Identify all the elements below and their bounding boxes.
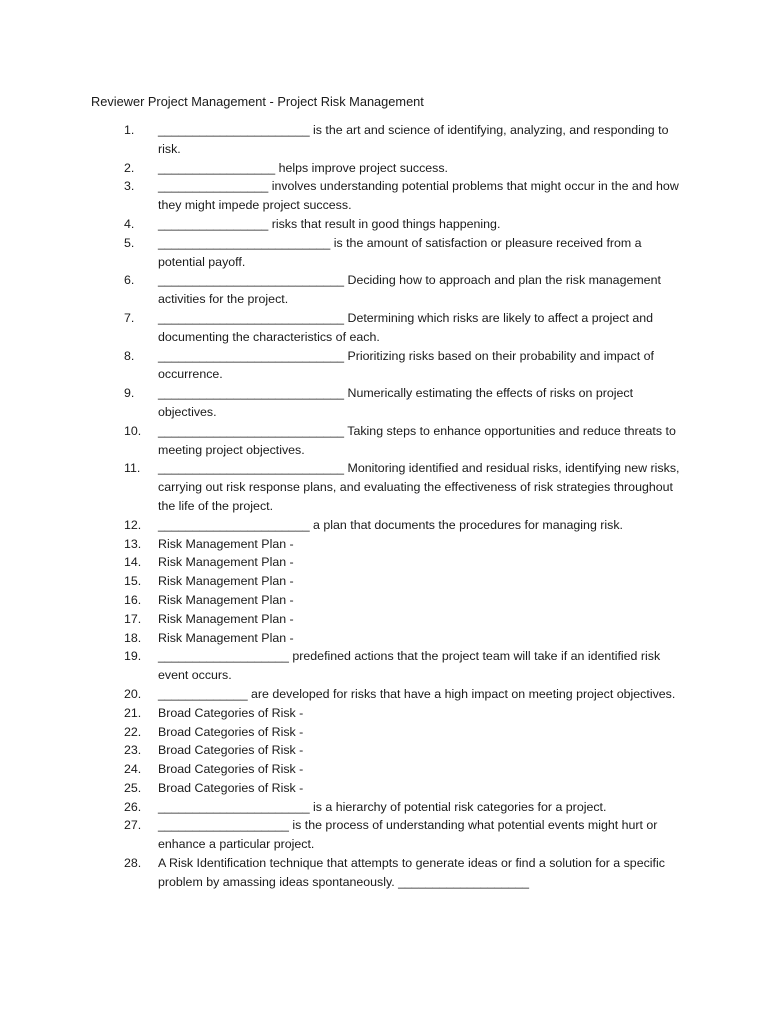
item-text: Risk Management Plan - bbox=[158, 536, 294, 551]
item-number: 28. bbox=[124, 856, 142, 871]
item-number: 1. bbox=[124, 123, 135, 137]
item-text: Risk Management Plan - bbox=[158, 630, 294, 645]
item-number: 18. bbox=[124, 630, 142, 645]
item-text: ______________________ is a hierarchy of potential risk categories for a project. bbox=[158, 799, 607, 814]
list-item bbox=[124, 553, 680, 572]
list-item bbox=[124, 685, 680, 704]
list-item bbox=[124, 854, 680, 892]
item-text: _________________________ is the amount of satisfaction or pleasure received from a potential payoff. bbox=[158, 235, 642, 269]
item-number: 16. bbox=[124, 592, 142, 607]
item-number: 8. bbox=[124, 348, 135, 363]
item-number: 17. bbox=[124, 611, 142, 626]
list-item bbox=[124, 591, 680, 610]
item-number: 22. bbox=[124, 724, 142, 739]
list-item bbox=[124, 215, 680, 234]
list-item bbox=[124, 121, 680, 159]
item-number: 6. bbox=[124, 273, 135, 288]
item-number: 3. bbox=[124, 179, 135, 194]
item-number: 11. bbox=[124, 461, 141, 476]
document-title: Reviewer Project Management - Project Risk Management bbox=[91, 94, 424, 109]
item-text: ______________________ is the art and science of identifying, analyzing, and responding to risk. bbox=[158, 123, 669, 156]
item-number: 5. bbox=[124, 235, 135, 250]
item-text: ___________________________ Numerically estimating the effects of risks on project objectives. bbox=[158, 386, 634, 419]
list-item bbox=[124, 798, 680, 817]
list-item bbox=[124, 629, 680, 648]
list-item bbox=[124, 741, 680, 760]
item-text: _____________ are developed for risks that have a high impact on meeting project objectives. bbox=[158, 686, 676, 701]
list-item bbox=[124, 647, 680, 685]
item-text: Broad Categories of Risk - bbox=[158, 705, 304, 720]
list-item bbox=[124, 347, 680, 385]
item-number: 2. bbox=[124, 160, 135, 175]
item-text: _________________ helps improve project success. bbox=[158, 160, 449, 175]
item-text: ________________ involves understanding potential problems that might occur in the and how they might impede project success. bbox=[158, 179, 679, 213]
item-text: ______________________ a plan that documents the procedures for managing risk. bbox=[158, 517, 623, 532]
item-number: 25. bbox=[124, 780, 142, 795]
list-item bbox=[124, 177, 680, 215]
item-text: ___________________________ Monitoring identified and residual risks, identifying new risks, carrying out risk response plans, and evaluating the effectiveness of risk strategies throughout the life of the project. bbox=[158, 461, 680, 513]
item-number: 9. bbox=[124, 386, 135, 401]
item-text: Risk Management Plan - bbox=[158, 555, 294, 570]
list-item bbox=[124, 704, 680, 723]
item-number: 12. bbox=[124, 517, 142, 532]
item-text: A Risk Identification technique that attempts to generate ideas or find a solution for a specific problem by amassing ideas spontaneously. ___________________ bbox=[158, 856, 665, 889]
question-list bbox=[124, 121, 680, 892]
list-item bbox=[124, 271, 680, 309]
item-text: ___________________ predefined actions that the project team will take if an identified risk event occurs. bbox=[158, 649, 661, 683]
item-number: 27. bbox=[124, 818, 142, 833]
item-number: 20. bbox=[124, 686, 142, 701]
item-text: Broad Categories of Risk - bbox=[158, 780, 304, 795]
item-text: Risk Management Plan - bbox=[158, 592, 294, 607]
item-text: Broad Categories of Risk - bbox=[158, 724, 304, 739]
list-item bbox=[124, 384, 680, 422]
list-item bbox=[124, 159, 680, 178]
list-item bbox=[124, 760, 680, 779]
list-item bbox=[124, 572, 680, 591]
item-number: 26. bbox=[124, 799, 142, 814]
item-number: 7. bbox=[124, 310, 135, 325]
item-text: ___________________________ Taking steps to enhance opportunities and reduce threats to meeting project objectives. bbox=[158, 423, 676, 457]
item-number: 15. bbox=[124, 574, 142, 589]
item-text: Risk Management Plan - bbox=[158, 611, 294, 626]
list-item bbox=[124, 535, 680, 554]
list-item bbox=[124, 234, 680, 272]
item-text: ___________________________ Determining which risks are likely to affect a project and documenting the characteristics of each. bbox=[158, 310, 654, 344]
item-number: 23. bbox=[124, 743, 142, 758]
item-text: ___________________ is the process of understanding what potential events might hurt or enhance a particular project. bbox=[158, 818, 658, 852]
item-text: ________________ risks that result in good things happening. bbox=[158, 216, 501, 231]
item-number: 19. bbox=[124, 649, 142, 664]
item-number: 4. bbox=[124, 216, 135, 231]
item-number: 13. bbox=[124, 536, 142, 551]
item-text: Broad Categories of Risk - bbox=[158, 743, 304, 758]
list-item bbox=[124, 516, 680, 535]
list-item bbox=[124, 459, 680, 515]
list-item bbox=[124, 309, 680, 347]
list-item bbox=[124, 816, 680, 854]
item-number: 14. bbox=[124, 555, 142, 570]
item-text: Risk Management Plan - bbox=[158, 574, 294, 589]
item-text: ___________________________ Prioritizing risks based on their probability and impact of occurrence. bbox=[158, 348, 654, 382]
item-number: 24. bbox=[124, 762, 142, 777]
item-text: ___________________________ Deciding how to approach and plan the risk management activities for the project. bbox=[158, 273, 661, 307]
item-text: Broad Categories of Risk - bbox=[158, 762, 304, 777]
list-item bbox=[124, 422, 680, 460]
item-number: 10. bbox=[124, 423, 142, 438]
list-item bbox=[124, 779, 680, 798]
list-item bbox=[124, 723, 680, 742]
list-item bbox=[124, 610, 680, 629]
item-number: 21. bbox=[124, 705, 142, 720]
